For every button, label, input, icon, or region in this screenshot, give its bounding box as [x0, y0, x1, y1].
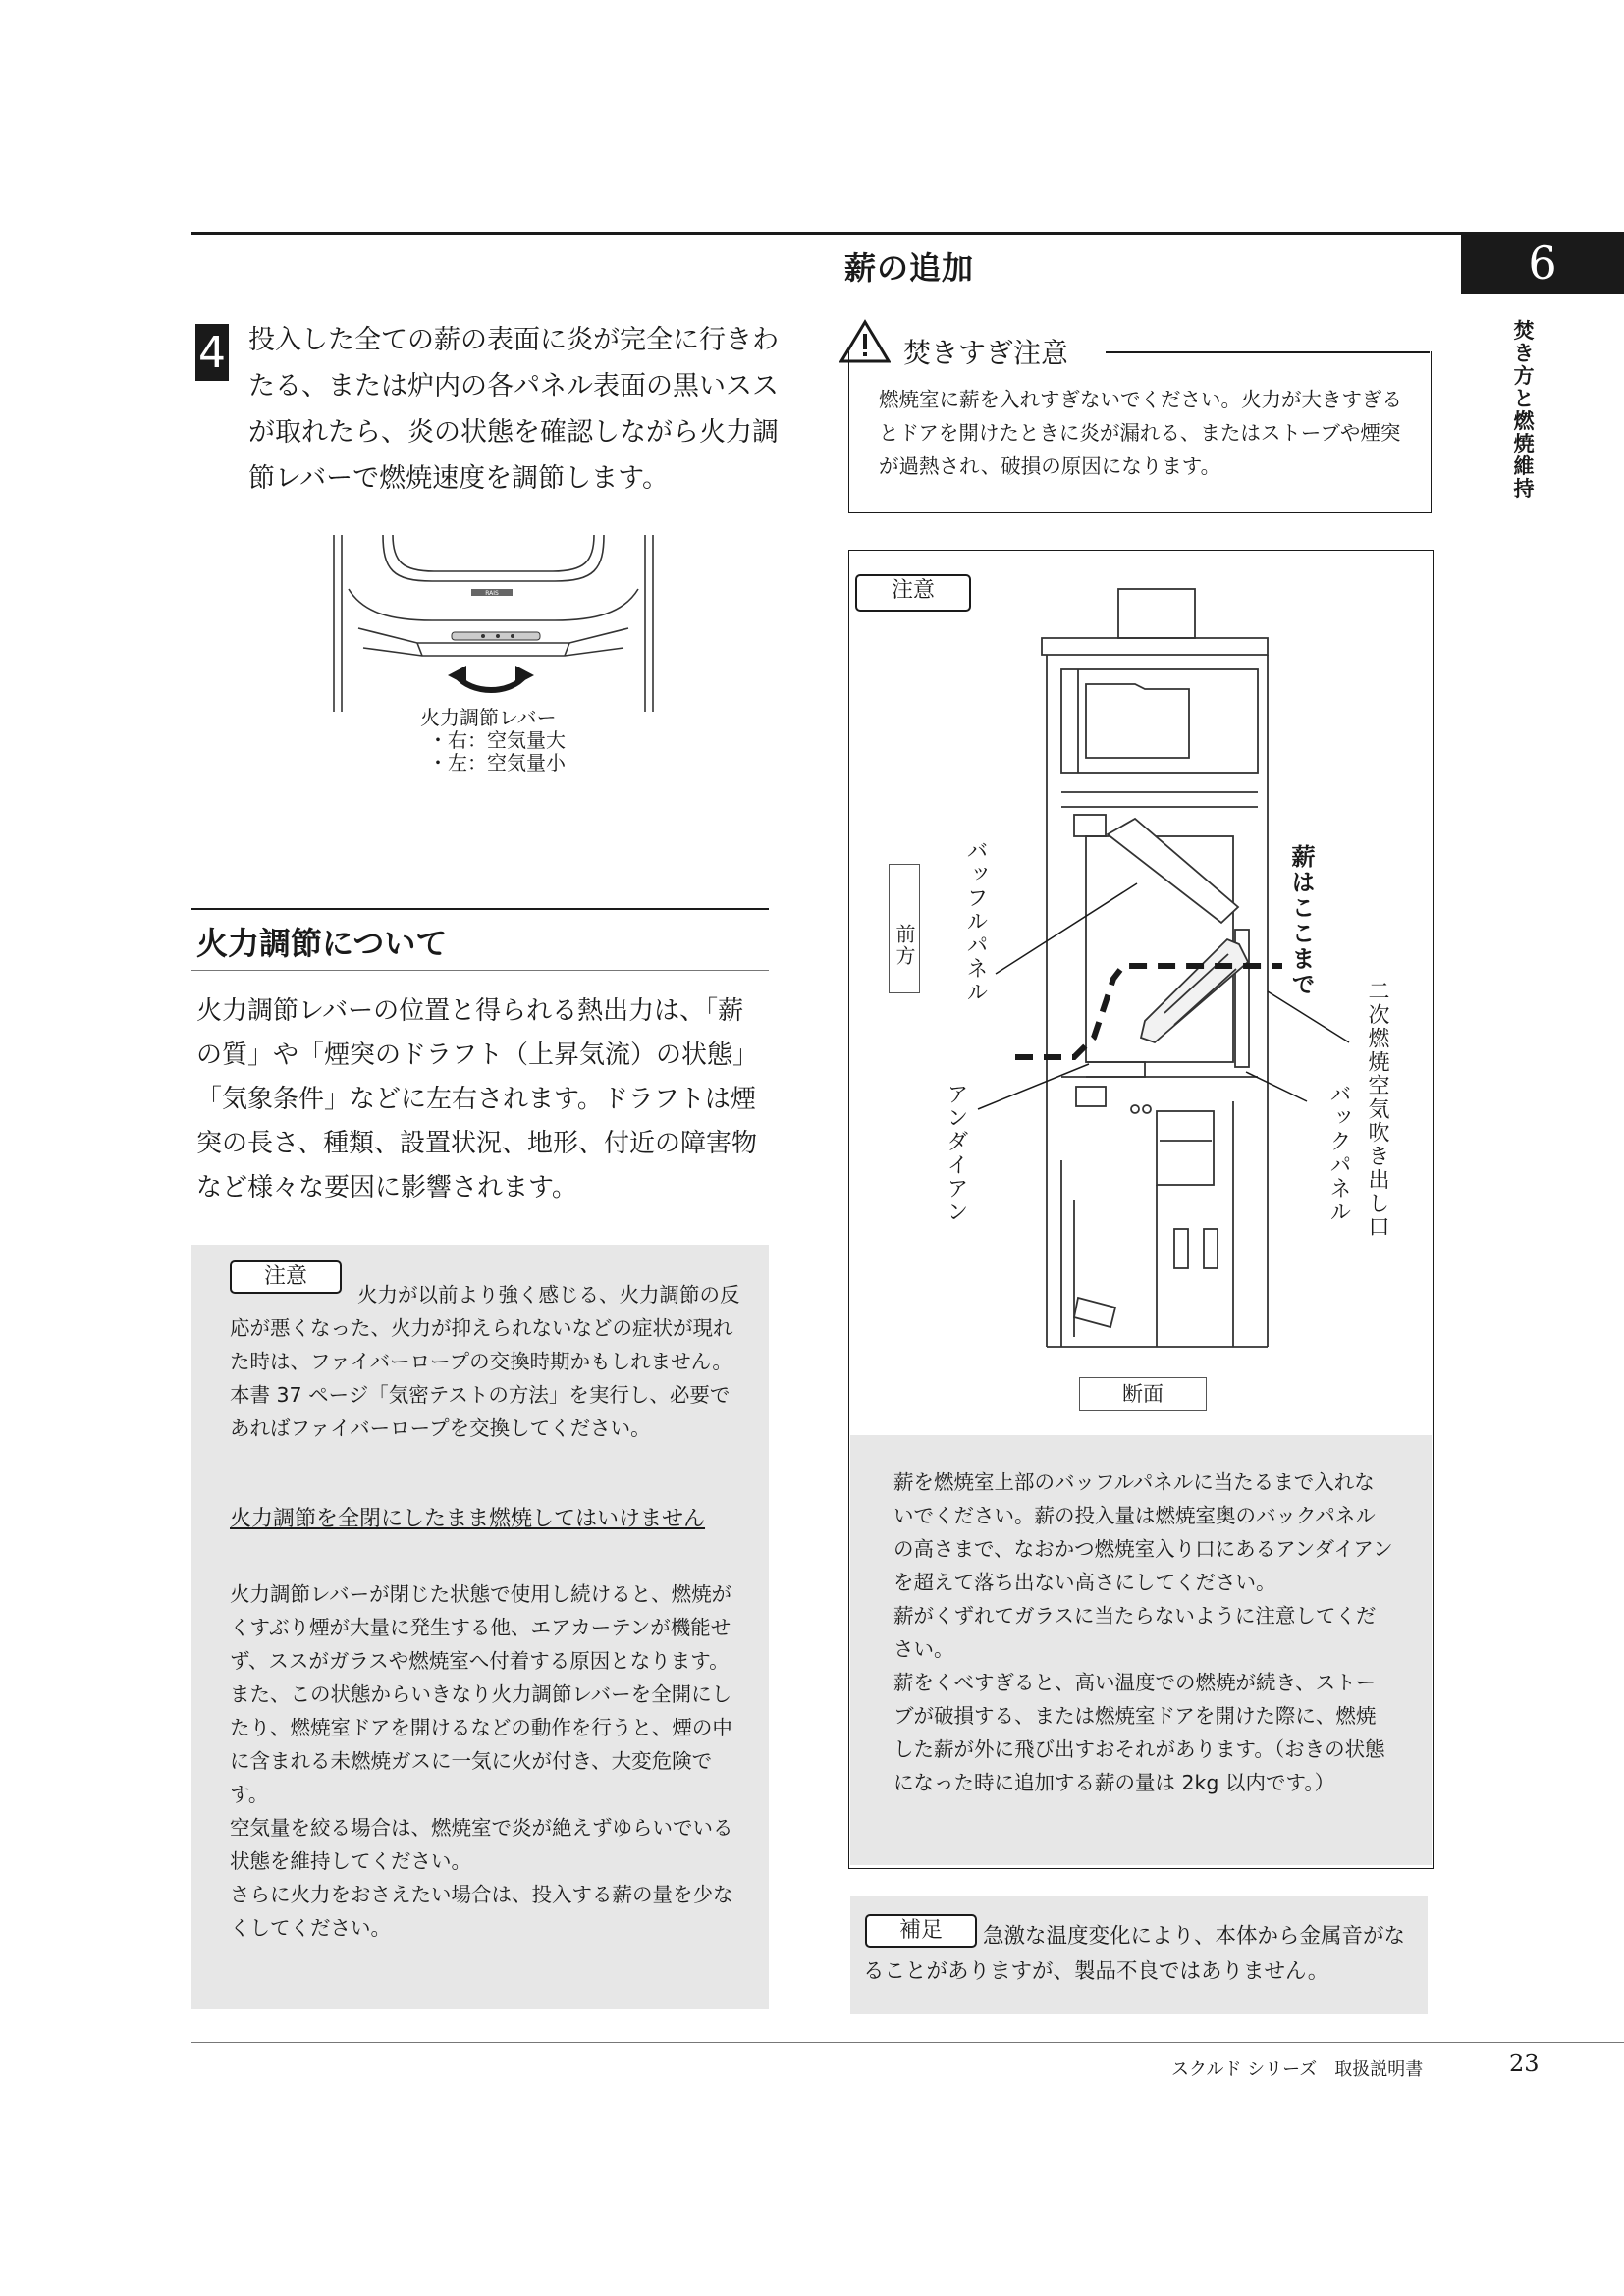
header-rule — [191, 232, 1624, 235]
lever-caption-right: ・右：空気量大 — [428, 728, 566, 752]
step-text: 投入した全ての薪の表面に炎が完全に行きわたる、または炉内の各パネル表面の黒いススが取れたら、炎の状態を確認しながら火力調節レバーで燃焼速度を調節します。 — [248, 325, 779, 494]
section-body: 火力調節レバーの位置と得られる熱出力は、「薪の質」や「煙突のドラフト（上昇気流）の状態」「気象条件」などに左右されます。ドラフトは煙突の長さ、種類、設置状況、地形、付近の障害物など様々な要因に影響されます。 — [196, 996, 759, 1202]
step-number-badge: 4 — [195, 324, 229, 381]
overburn-caution-title: 焚きすぎ注意 — [903, 337, 1069, 369]
section-underline — [191, 970, 769, 971]
svg-text:RAIS: RAIS — [485, 590, 499, 597]
supplement-tag: 補足 — [865, 1914, 977, 1948]
chapter-number-badge: 6 — [1461, 232, 1624, 294]
caution-body: 火力が以前より強く感じる、火力調節の反応が悪くなった、火力が抑えられないなどの症状が現れた時は、ファイバーロープの交換時期かもしれません。本書 37 ページ「気密テストの方法」を実行し、必要であればファイバーロープを交換してください。 — [230, 1283, 740, 1440]
rotate-arrow-icon — [457, 675, 525, 690]
page-number: 23 — [1509, 2050, 1540, 2077]
overburn-caution-body: 燃焼室に薪を入れすぎないでください。火力が大きすぎるとドアを開けたときに炎が漏れる、またはストーブや煙突が過熱され、破損の原因になります。 — [879, 388, 1402, 478]
label-back-panel: バックパネル — [1326, 1083, 1351, 1224]
lever-caption — [420, 707, 566, 774]
lever-illustration — [324, 530, 663, 721]
diagram-caution-tag: 注意 — [855, 574, 971, 612]
fill-limit-line — [1015, 966, 1282, 1057]
section-rule — [191, 908, 769, 910]
label-andiron: アンダイアン — [944, 1083, 968, 1224]
supplement-body: 急激な温度変化により、本体から金属音がなることがありますが、製品不良ではありません。 — [863, 1924, 1406, 1984]
chapter-side-label: 焚き方と燃焼維持 — [1513, 318, 1535, 501]
lever-caption-left: ・左：空気量小 — [428, 751, 566, 774]
stove-cross-section — [850, 552, 1430, 1415]
warning-body: 火力調節レバーが閉じた状態で使用し続けると、燃焼がくすぶり煙が大量に発生する他、エアカーテンが機能せず、ススがガラスや燃焼室へ付着する原因となります。 また、この状態からいきなり火力調節レバーを全開にしたり、燃焼室ドアを開けるなどの動作を行うと、煙の中に含まれる未燃焼ガスに一気に火が付き、大変危険です。 空気量を絞る場合は、燃焼室で炎が絶えずゆらいでいる状態を維持してください。 さらに火力をおさえたい場合は、投入する薪の量を少なくしてください。 — [230, 1582, 733, 1940]
lever-caption-title: 火力調節レバー — [420, 706, 557, 729]
footer-title: スクルド シリーズ 取扱説明書 — [1171, 2059, 1424, 2080]
caution-tag: 注意 — [230, 1260, 342, 1294]
label-baffle-panel: バッフルパネル — [963, 839, 988, 1004]
label-fill-limit: 薪はここまで — [1287, 844, 1315, 997]
diagram-note: 薪を燃焼室上部のバッフルパネルに当たるまで入れないでください。薪の投入量は燃焼室奥のバックパネルの高さまで、なおかつ燃焼室入り口にあるアンダイアンを超えて落ち出ない高さにしてください。 薪がくずれてガラスに当たらないように注意してください。 薪をくべすぎると、高い温度での燃焼が続き、ストーブが破損する、または燃焼室ドアを開けた際に、燃焼した薪が外に飛び出すおそれがあります。（おきの状態になった時に追加する薪の量は 2kg 以内です。） — [893, 1470, 1393, 1794]
warning-heading: 火力調節を全閉にしたまま燃焼してはいけません — [230, 1507, 706, 1531]
label-cross-section: 断面 — [1079, 1377, 1207, 1411]
label-front: 前方 — [889, 864, 920, 993]
page-title: 薪の追加 — [844, 249, 975, 287]
section-title: 火力調節について — [196, 925, 448, 962]
footer-rule — [191, 2042, 1624, 2043]
label-secondary-air-outlet: 二次燃焼空気吹き出し口 — [1365, 980, 1389, 1239]
